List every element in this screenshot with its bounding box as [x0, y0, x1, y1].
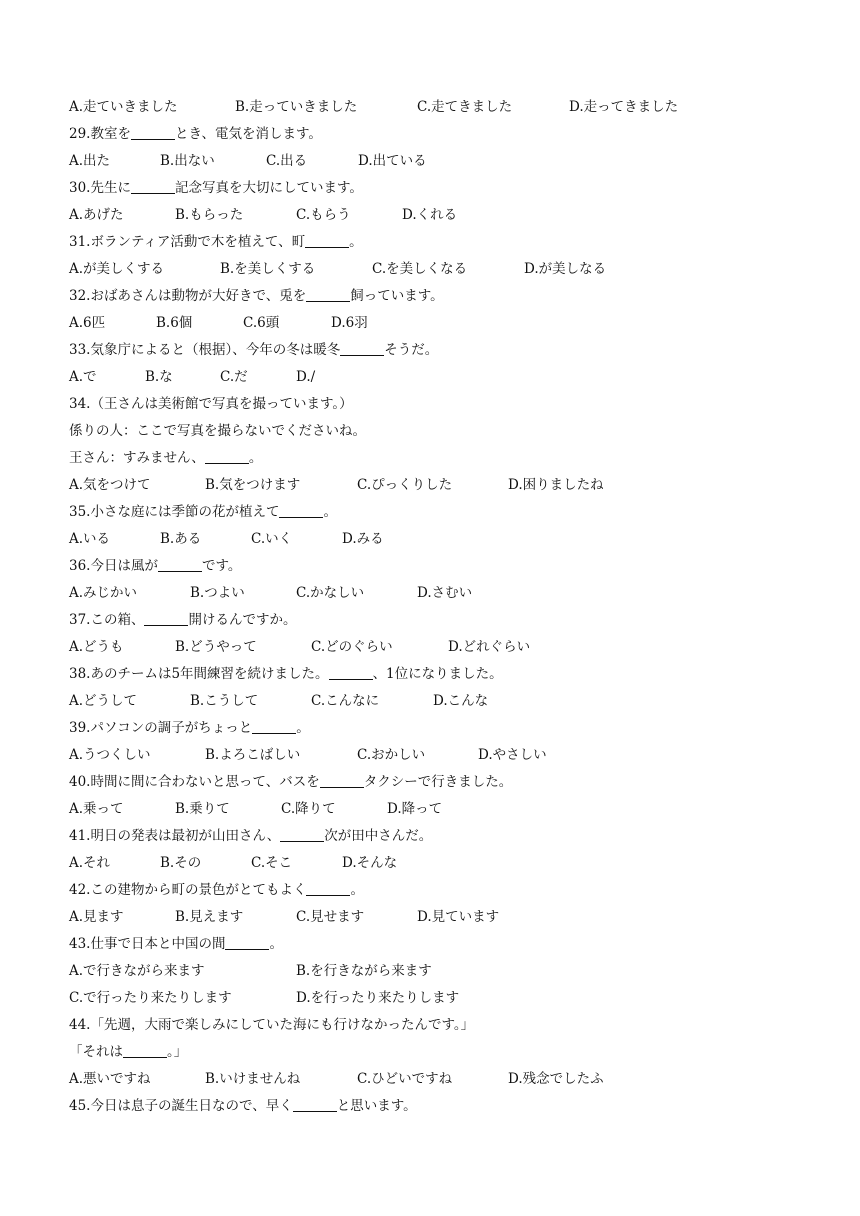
option-c: C.どのぐらい — [311, 639, 393, 655]
question-34-context: 34.（王さんは美術館で写真を撮っています。） — [69, 396, 353, 412]
option-d: D.さむい — [417, 585, 473, 601]
option-b: B.その — [160, 855, 202, 871]
option-d: D.やさしい — [478, 747, 547, 763]
answer-blank — [306, 881, 350, 896]
question-text: です。 — [201, 558, 242, 574]
option-d: D.見ています — [417, 909, 500, 925]
option-c: C.で行ったり来たりします — [69, 990, 232, 1006]
question-text: 。 — [248, 450, 263, 466]
question-text: 36.今日は風が — [69, 558, 158, 574]
question-38 — [69, 664, 503, 684]
option-d: D.くれる — [402, 207, 458, 223]
question-text: 40.時間に間に合わないと思って、バスを — [69, 774, 320, 790]
question-30 — [69, 178, 363, 198]
answer-blank — [279, 503, 323, 518]
question-34-dialogue: 係りの人：ここで写真を撮らないでくださいね。 — [69, 423, 366, 439]
option-d: D.降って — [387, 801, 443, 817]
option-c: C.いく — [251, 531, 293, 547]
option-c: C.だ — [220, 369, 248, 385]
question-text: 33.気象庁によると（根据）、今年の冬は暖冬 — [69, 342, 341, 358]
option-c: C.そこ — [251, 855, 293, 871]
option-d: D.こんな — [433, 693, 489, 709]
question-text: 30.先生に — [69, 180, 131, 196]
question-text: 29.教室を — [69, 126, 131, 142]
question-text: 。 — [349, 234, 363, 250]
question-text: 、1位になりました。 — [372, 666, 503, 682]
option-b: B.乗りて — [175, 801, 230, 817]
question-text: 38.あのチームは5年間練習を続けました。 — [69, 666, 329, 682]
option-b: B.ある — [160, 531, 202, 547]
answer-blank — [158, 557, 202, 572]
option-c: C.かなしい — [296, 585, 365, 601]
option-a: A.6匹 — [69, 315, 106, 331]
question-text: 45.今日は息子の誕生日なので、早く — [69, 1098, 293, 1114]
option-b: B.こうして — [190, 693, 259, 709]
question-text: 。」 — [167, 1044, 188, 1060]
option-a: A.出た — [69, 153, 111, 169]
option-b: B.を美しくする — [220, 261, 316, 277]
option-b: B.いけませんね — [205, 1071, 301, 1087]
option-c: C.降りて — [281, 801, 336, 817]
question-text: タクシーで行きました。 — [363, 774, 513, 790]
question-37 — [69, 610, 296, 630]
option-a: A.乗って — [69, 801, 124, 817]
option-b: B.よろこばしい — [205, 747, 301, 763]
option-a: A.みじかい — [69, 585, 138, 601]
option-d: D.そんな — [342, 855, 398, 871]
option-c: C.を美しくなる — [372, 261, 468, 277]
answer-blank — [131, 179, 175, 194]
question-text: 。 — [296, 720, 310, 736]
question-text: 。 — [323, 504, 337, 520]
answer-blank — [329, 665, 373, 680]
option-d: D.が美しなる — [524, 261, 607, 277]
question-text: 39.パソコンの調子がちょっと — [69, 720, 253, 736]
answer-blank — [280, 827, 324, 842]
question-text: とき、電気を消します。 — [174, 126, 322, 142]
option-d: D.残念でしたふ — [508, 1071, 604, 1087]
option-a: A.いる — [69, 531, 111, 547]
option-a: A.見ます — [69, 909, 124, 925]
question-text: そうだ。 — [384, 342, 439, 358]
question-44-reply — [69, 1042, 187, 1062]
option-a: A.で — [69, 369, 97, 385]
option-d: D.を行ったり来たりします — [296, 990, 460, 1006]
question-33 — [69, 340, 438, 360]
option-c: C.出る — [266, 153, 308, 169]
question-45 — [69, 1096, 417, 1116]
question-text: 42.この建物から町の景色がとてもよく — [69, 882, 307, 898]
option-c: C.もらう — [296, 207, 351, 223]
question-text: 37.この箱、 — [69, 612, 145, 628]
option-d: D.走ってきました — [569, 99, 679, 115]
question-35 — [69, 502, 337, 522]
option-d: D.出ている — [358, 153, 427, 169]
option-b: B.どうやって — [175, 639, 257, 655]
answer-blank — [340, 341, 384, 356]
question-text: 次が田中さんだ。 — [324, 828, 433, 844]
option-d: D.困りましたね — [508, 477, 604, 493]
option-b: B.気をつけます — [205, 477, 301, 493]
option-c: C.ひどいですね — [357, 1071, 453, 1087]
answer-blank — [252, 719, 296, 734]
question-29 — [69, 124, 322, 144]
answer-blank — [293, 1097, 337, 1112]
answer-blank — [131, 125, 175, 140]
question-44: 44.「先週，大雨で楽しみにしていた海にも行けなかったんです。」 — [69, 1017, 475, 1033]
option-c: C.走てきました — [417, 99, 513, 115]
question-text: 王さん：すみません、 — [69, 450, 205, 466]
option-a: A.走ていきました — [69, 99, 178, 115]
answer-blank — [306, 287, 350, 302]
answer-blank — [123, 1043, 167, 1058]
option-b: B.出ない — [160, 153, 215, 169]
question-34 — [69, 448, 262, 468]
answer-blank — [320, 773, 364, 788]
option-c: C.ぴっくりした — [357, 477, 453, 493]
question-32 — [69, 286, 444, 306]
option-d: D.みる — [342, 531, 384, 547]
option-b: B.走っていきました — [235, 99, 358, 115]
option-c: C.見せます — [296, 909, 365, 925]
option-b: B.6個 — [156, 315, 193, 331]
question-31 — [69, 232, 363, 252]
option-c: C.こんなに — [311, 693, 380, 709]
question-text: 41.明日の発表は最初が山田さん、 — [69, 828, 281, 844]
option-a: A.が美しくする — [69, 261, 165, 277]
answer-blank — [225, 935, 269, 950]
question-43 — [69, 934, 283, 954]
answer-blank — [305, 233, 349, 248]
option-a: A.気をつけて — [69, 477, 151, 493]
option-a: A.あげた — [69, 207, 124, 223]
question-41 — [69, 826, 432, 846]
question-text: 記念写真を大切にしています。 — [174, 180, 363, 196]
question-text: と思います。 — [336, 1098, 417, 1114]
option-d: D.どれぐらい — [448, 639, 531, 655]
option-d: D.6羽 — [331, 315, 368, 331]
option-b: B.もらった — [175, 207, 244, 223]
question-text: 35.小さな庭には季節の花が植えて — [69, 504, 280, 520]
option-a: A.どうして — [69, 693, 138, 709]
question-42 — [69, 880, 364, 900]
question-text: 32.おばあさんは動物が大好きで、兎を — [69, 288, 307, 304]
answer-blank — [205, 449, 249, 464]
question-40 — [69, 772, 512, 792]
question-text: 。 — [350, 882, 364, 898]
option-b: B.つよい — [190, 585, 245, 601]
question-text: 飼っています。 — [350, 288, 444, 304]
question-text: 。 — [269, 936, 283, 952]
answer-blank — [144, 611, 188, 626]
question-39 — [69, 718, 310, 738]
option-c: C.6頭 — [243, 315, 280, 331]
question-text: 開けるんですか。 — [188, 612, 297, 628]
option-a: A.悪いですね — [69, 1071, 151, 1087]
option-b: B.見えます — [175, 909, 244, 925]
question-text: 31.ボランティア活動で木を植えて、町 — [69, 234, 306, 250]
option-b: B.な — [145, 369, 173, 385]
option-a: A.うつくしい — [69, 747, 151, 763]
question-text: 43.仕事で日本と中国の間 — [69, 936, 226, 952]
option-a: A.それ — [69, 855, 111, 871]
question-text: 「それは — [69, 1044, 123, 1060]
question-36 — [69, 556, 241, 576]
option-a: A.で行きながら来ます — [69, 963, 205, 979]
option-c: C.おかしい — [357, 747, 426, 763]
option-a: A.どうも — [69, 639, 124, 655]
option-b: B.を行きながら来ます — [296, 963, 432, 979]
option-d: D./ — [296, 369, 316, 385]
